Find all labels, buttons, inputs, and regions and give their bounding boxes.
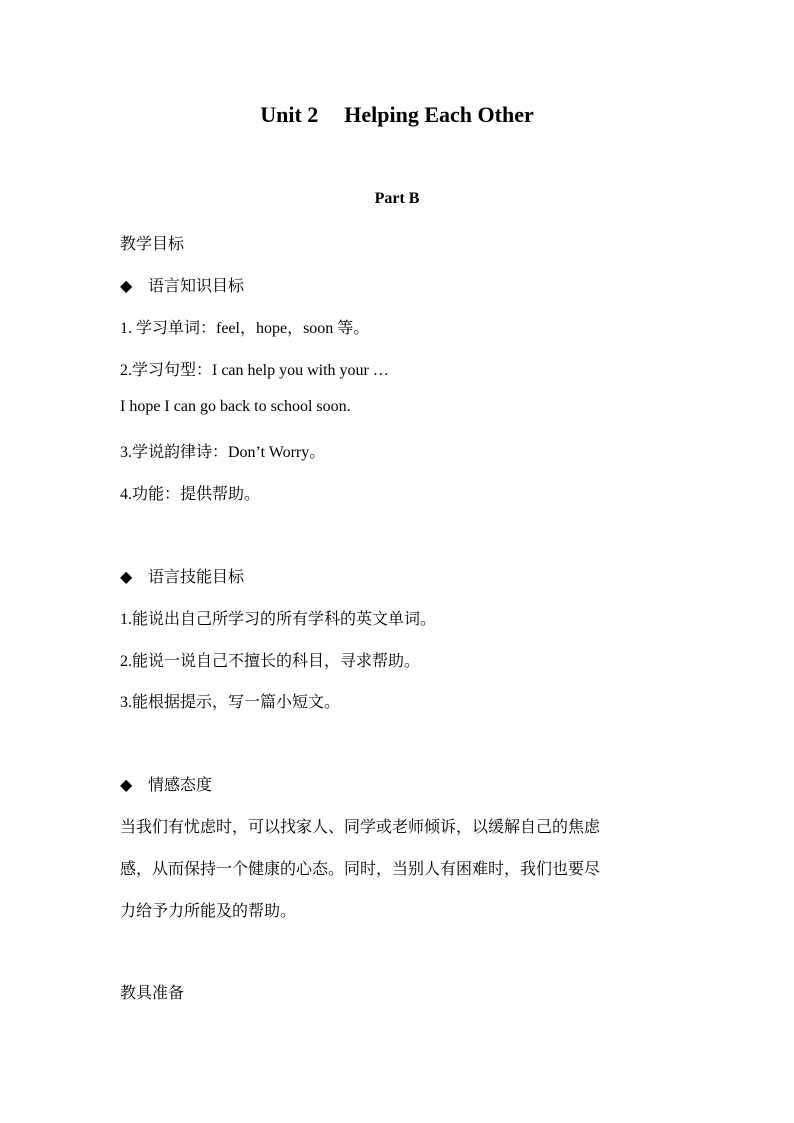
title-unit: Unit 2 — [260, 102, 319, 127]
list-item: 2.能说一说自己不擅长的科目，寻求帮助。 — [120, 653, 421, 670]
diamond-bullet-icon: ◆ — [120, 278, 133, 295]
section-heading-emotion — [120, 772, 212, 795]
list-item: 1.能说出自己所学习的所有学科的英文单词。 — [120, 611, 437, 628]
title-main: Helping Each Other — [344, 102, 534, 127]
section-heading-label: 情感态度 — [148, 777, 213, 794]
section-heading-knowledge — [120, 273, 244, 296]
list-item: 3.学说韵律诗：Don’t Worry。 — [120, 444, 326, 461]
materials-heading: 教具准备 — [120, 985, 185, 1002]
list-item: 2.学习句型：I can help you with your … — [120, 362, 389, 379]
document-title — [0, 102, 794, 128]
list-item: I hope I can go back to school soon. — [120, 398, 351, 415]
section-heading-label: 语言知识目标 — [148, 278, 245, 295]
section-heading-skills — [120, 564, 244, 587]
list-item: 3.能根据提示，写一篇小短文。 — [120, 694, 341, 711]
paragraph-line: 感，从而保持一个健康的心态。同时，当别人有困难时，我们也要尽 — [120, 861, 601, 878]
diamond-bullet-icon: ◆ — [120, 777, 133, 794]
part-heading: Part B — [374, 190, 420, 207]
diamond-bullet-icon: ◆ — [120, 569, 133, 586]
objectives-heading: 教学目标 — [120, 236, 185, 253]
section-heading-label: 语言技能目标 — [148, 569, 245, 586]
paragraph-line: 当我们有忧虑时，可以找家人、同学或老师倾诉，以缓解自己的焦虑 — [120, 819, 601, 836]
list-item: 4.功能：提供帮助。 — [120, 486, 261, 503]
list-item: 1. 学习单词：feel，hope，soon 等。 — [120, 320, 370, 337]
paragraph-line: 力给予力所能及的帮助。 — [120, 903, 297, 920]
